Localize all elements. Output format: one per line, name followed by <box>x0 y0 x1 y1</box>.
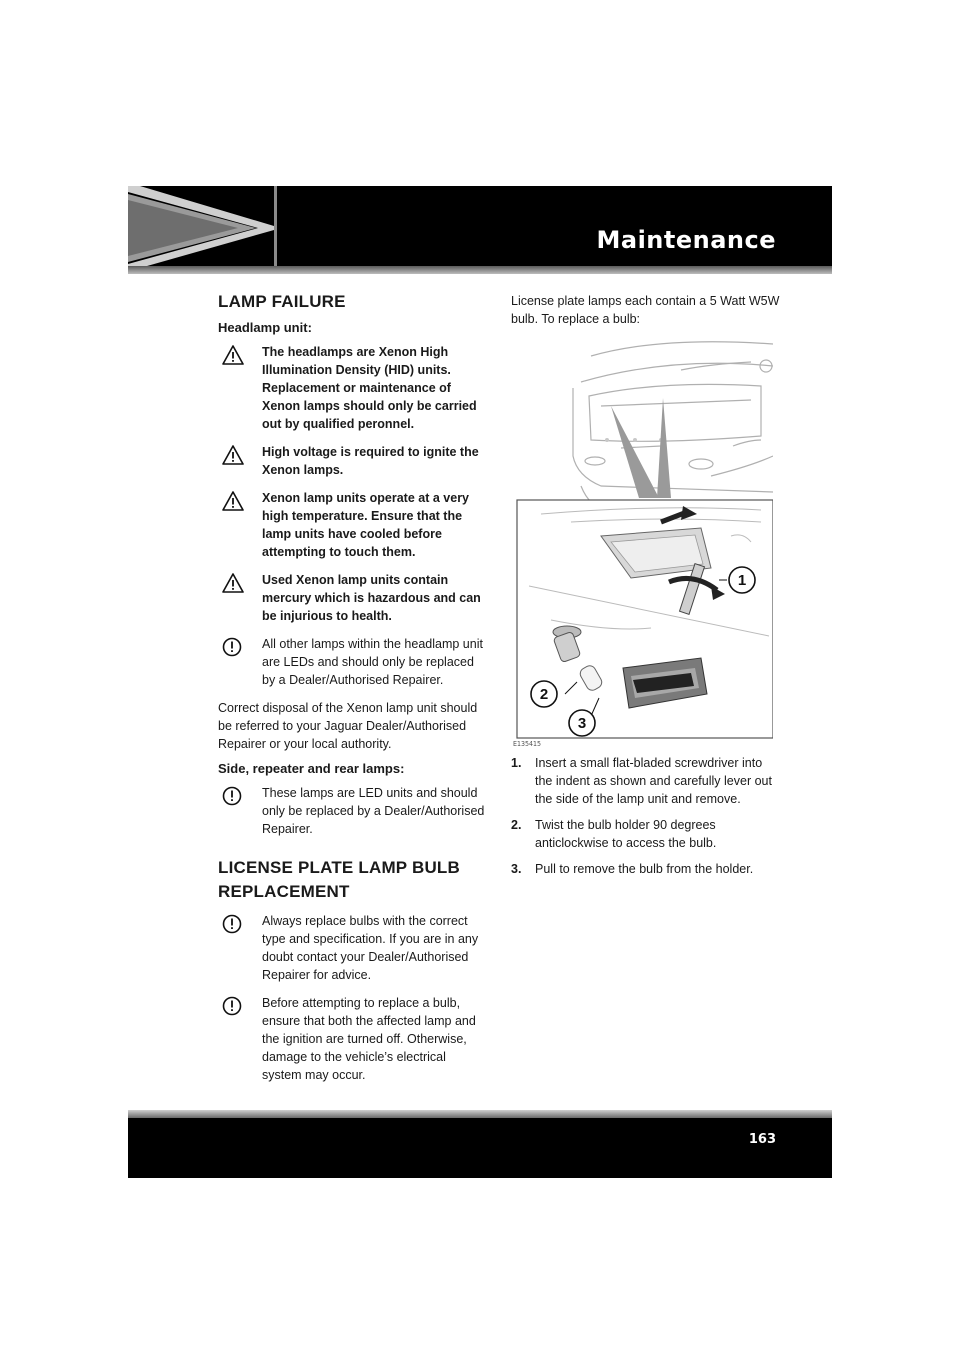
headlamp-unit-label: Headlamp unit: <box>218 320 312 335</box>
warning-note <box>218 571 486 625</box>
exclamation-circle-icon <box>222 914 242 934</box>
note-text: All other lamps within the headlamp unit are LEDs and should only be replaced by a Dealer/Authorised Repairer. <box>262 637 483 687</box>
callout-2 <box>529 679 559 709</box>
warning-text: The headlamps are Xenon High Illumination Density (HID) units. Replacement or maintenance of Xenon lamps should only be carried out by qualified peronnel. <box>262 345 477 431</box>
warning-text: High voltage is required to ignite the Xenon lamps. <box>262 445 479 477</box>
disposal-paragraph: Correct disposal of the Xenon lamp unit should be referred to your Jaguar Dealer/Authorised Repairer or your local authority. <box>218 701 478 751</box>
callout-3 <box>567 708 597 738</box>
exclamation-circle-icon <box>222 996 242 1016</box>
lamp-failure-heading: LAMP FAILURE <box>218 292 346 311</box>
callout-2-label: 2 <box>539 686 549 703</box>
note-text: Always replace bulbs with the correct type and specification. If you are in any doubt contact your Dealer/Authorised Repairer for advice. <box>262 914 479 982</box>
step-number: 3. <box>511 862 522 876</box>
step-item <box>511 816 781 852</box>
page-header <box>128 186 832 272</box>
warning-triangle-icon <box>222 445 244 465</box>
warning-triangle-icon <box>222 573 244 593</box>
page-number: 163 <box>748 1132 776 1147</box>
footer-rule <box>128 1110 832 1118</box>
callout-1-label: 1 <box>737 572 747 589</box>
bulb-replacement-figure <box>511 336 773 748</box>
note-text: These lamps are LED units and should only be replaced by a Dealer/Authorised Repairer. <box>262 786 485 836</box>
exclamation-circle-icon <box>222 786 242 806</box>
step-text: Pull to remove the bulb from the holder. <box>535 862 754 876</box>
header-divider <box>274 186 277 272</box>
warning-text: Xenon lamp units operate at a very high temperature. Ensure that the lamp units have cooled before attempting to touch them. <box>262 491 470 559</box>
license-plate-heading: LICENSE PLATE LAMP BULB REPLACEMENT <box>218 858 460 901</box>
info-note <box>218 784 486 838</box>
step-item <box>511 860 781 878</box>
info-note <box>218 912 486 984</box>
warning-triangle-icon <box>222 345 244 365</box>
info-note <box>218 994 486 1084</box>
figure-code: E135415 <box>513 740 542 748</box>
side-lamps-label: Side, repeater and rear lamps: <box>218 761 405 776</box>
page-footer <box>128 1118 832 1178</box>
header-rule <box>128 266 832 274</box>
license-plate-intro: License plate lamps each contain a 5 Watt W5W bulb. To replace a bulb: <box>511 294 780 326</box>
warning-note <box>218 343 486 433</box>
step-number: 1. <box>511 756 522 770</box>
steps-list <box>511 754 781 878</box>
step-text: Twist the bulb holder 90 degrees anticlockwise to access the bulb. <box>535 818 717 850</box>
warning-note <box>218 443 486 479</box>
warning-triangle-icon <box>222 491 244 511</box>
step-item <box>511 754 781 808</box>
right-column <box>511 292 781 886</box>
exclamation-circle-icon <box>222 637 242 657</box>
step-number: 2. <box>511 818 522 832</box>
left-column <box>218 292 486 1094</box>
chevron-arrow-icon <box>128 186 274 268</box>
info-note <box>218 635 486 689</box>
warning-note <box>218 489 486 561</box>
step-text: Insert a small flat-bladed screwdriver into the indent as shown and carefully lever out the side of the lamp unit and remove. <box>535 756 772 806</box>
note-text: Before attempting to replace a bulb, ensure that both the affected lamp and the ignition are turned off. Otherwise, damage to the vehicle’s electrical system may occur. <box>262 996 476 1082</box>
callout-3-label: 3 <box>577 715 587 732</box>
section-title: Maintenance <box>596 226 776 254</box>
callout-1 <box>727 565 757 595</box>
warning-text: Used Xenon lamp units contain mercury which is hazardous and can be injurious to health. <box>262 573 481 623</box>
